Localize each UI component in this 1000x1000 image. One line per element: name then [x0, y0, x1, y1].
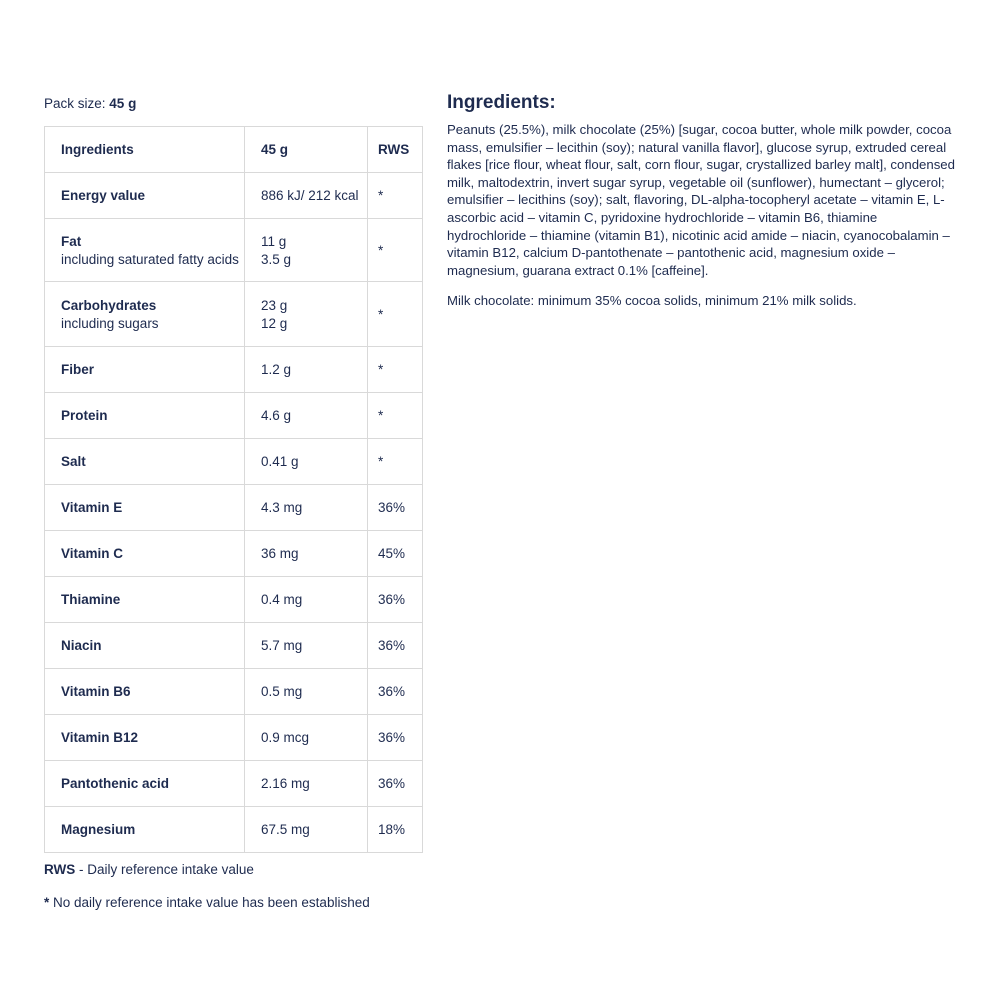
milk-chocolate-note: Milk chocolate: minimum 35% cocoa solids, minimum 21% milk solids. [447, 293, 857, 309]
nutrient-rws: * [378, 362, 384, 377]
footnote-rws-text: - Daily reference intake value [75, 862, 254, 877]
header-rws: RWS [368, 127, 423, 173]
footnote-asterisk-text: No daily reference intake value has been established [49, 895, 370, 910]
ingredients-paragraph: Peanuts (25.5%), milk chocolate (25%) [sugar, cocoa butter, whole milk powder, cocoa mass, emulsifier – lecithin (soy); natural vanilla flavor], glucose syrup, extruded cereal flakes [rice flour, wheat flour, salt, corn flour, sugar, crystallized barley malt], condensed milk, maltodextrin, invert sugar syrup, vegetable oil (sunflower), humectant – glycerol; emulsifier – lecithins (soy); salt, flavoring, DL-alpha-tocopheryl acetate – vitamin E, L-ascorbic acid – vitamin C, pyridoxine hydrochloride – vitamin B6, thiamine hydrochloride – thiamine (vitamin B1), nicotinic acid amide – niacin, cyanocobalamin – vitamin B12, calcium D-pantothenate – pantothenic acid, magnesium oxide – magnesium, guarana extract 0.1% [caffeine]. [447, 122, 955, 278]
table-row [45, 761, 423, 807]
nutrient-subname: including sugars [61, 315, 159, 331]
nutrient-amount: 1.2 g [261, 362, 292, 377]
ingredients-heading: Ingredients: [447, 92, 556, 113]
nutrient-name: Vitamin C [61, 546, 124, 561]
table-row [45, 173, 423, 219]
nutrient-amount: 0.9 mcg [261, 730, 310, 745]
nutrient-subamount: 12 g [261, 315, 288, 331]
nutrient-amount: 4.3 mg [261, 500, 303, 515]
nutrient-amount: 2.16 mg [261, 776, 310, 791]
nutrient-name: Magnesium [61, 822, 136, 837]
nutrient-amount: 0.41 g [261, 454, 299, 469]
footnote-asterisk [44, 895, 422, 910]
table-row [45, 347, 423, 393]
nutrient-amount: 5.7 mg [261, 638, 303, 653]
header-amount: 45 g [245, 127, 368, 173]
nutrient-name: Vitamin B6 [61, 684, 131, 699]
nutrient-name: Carbohydrates [61, 297, 157, 313]
nutrient-rws: 36% [378, 684, 406, 699]
nutrient-rws: 36% [378, 730, 406, 745]
nutrient-amount: 0.4 mg [261, 592, 303, 607]
table-row [45, 715, 423, 761]
table-row [45, 577, 423, 623]
nutrient-name: Vitamin E [61, 500, 123, 515]
nutrient-name: Fat [61, 233, 82, 249]
nutrient-name: Vitamin B12 [61, 730, 139, 745]
nutrient-name: Salt [61, 454, 86, 469]
pack-size [44, 96, 422, 111]
nutrient-rws: * [378, 306, 384, 322]
nutrient-amount: 67.5 mg [261, 822, 310, 837]
footnote-rws [44, 862, 422, 877]
nutrient-name: Pantothenic acid [61, 776, 170, 791]
nutrient-name: Energy value [61, 188, 146, 203]
nutrition-panel [44, 96, 422, 910]
nutrient-subname: including saturated fatty acids [61, 251, 239, 267]
nutrient-name: Fiber [61, 362, 95, 377]
nutrient-name: Niacin [61, 638, 102, 653]
table-row [45, 623, 423, 669]
nutrient-amount: 36 mg [261, 546, 299, 561]
table-row [45, 393, 423, 439]
nutrient-subamount: 3.5 g [261, 251, 292, 267]
table-row [45, 282, 423, 347]
pack-size-label: Pack size: [44, 96, 106, 111]
table-row [45, 669, 423, 715]
nutrient-amount: 11 g [261, 233, 287, 249]
nutrient-rws: 18% [378, 822, 406, 837]
table-row [45, 219, 423, 282]
footnote-asterisk-symbol: * [44, 895, 50, 910]
table-row [45, 485, 423, 531]
nutrient-rws: 36% [378, 592, 406, 607]
nutrient-amount: 4.6 g [261, 408, 292, 423]
nutrient-amount: 886 kJ/ 212 kcal [261, 188, 359, 203]
table-row [45, 531, 423, 577]
nutrient-rws: 36% [378, 500, 406, 515]
footnote-rws-term: RWS [44, 862, 76, 877]
header-ingredients: Ingredients [45, 127, 245, 173]
table-row [45, 439, 423, 485]
ingredients-panel [447, 92, 958, 310]
nutrient-name: Thiamine [61, 592, 121, 607]
nutrient-rws: 36% [378, 776, 406, 791]
nutrient-amount: 23 g [261, 297, 288, 313]
nutrient-rws: * [378, 454, 384, 469]
nutrient-amount: 0.5 mg [261, 684, 303, 699]
nutrient-rws: * [378, 188, 384, 203]
nutrition-table [44, 126, 423, 853]
nutrient-rws: 36% [378, 638, 406, 653]
table-row [45, 807, 423, 853]
pack-size-value: 45 g [109, 96, 137, 111]
nutrient-rws: * [378, 242, 384, 258]
nutrient-name: Protein [61, 408, 108, 423]
nutrient-rws: 45% [378, 546, 406, 561]
table-header-row [45, 127, 423, 173]
nutrient-rws: * [378, 408, 384, 423]
